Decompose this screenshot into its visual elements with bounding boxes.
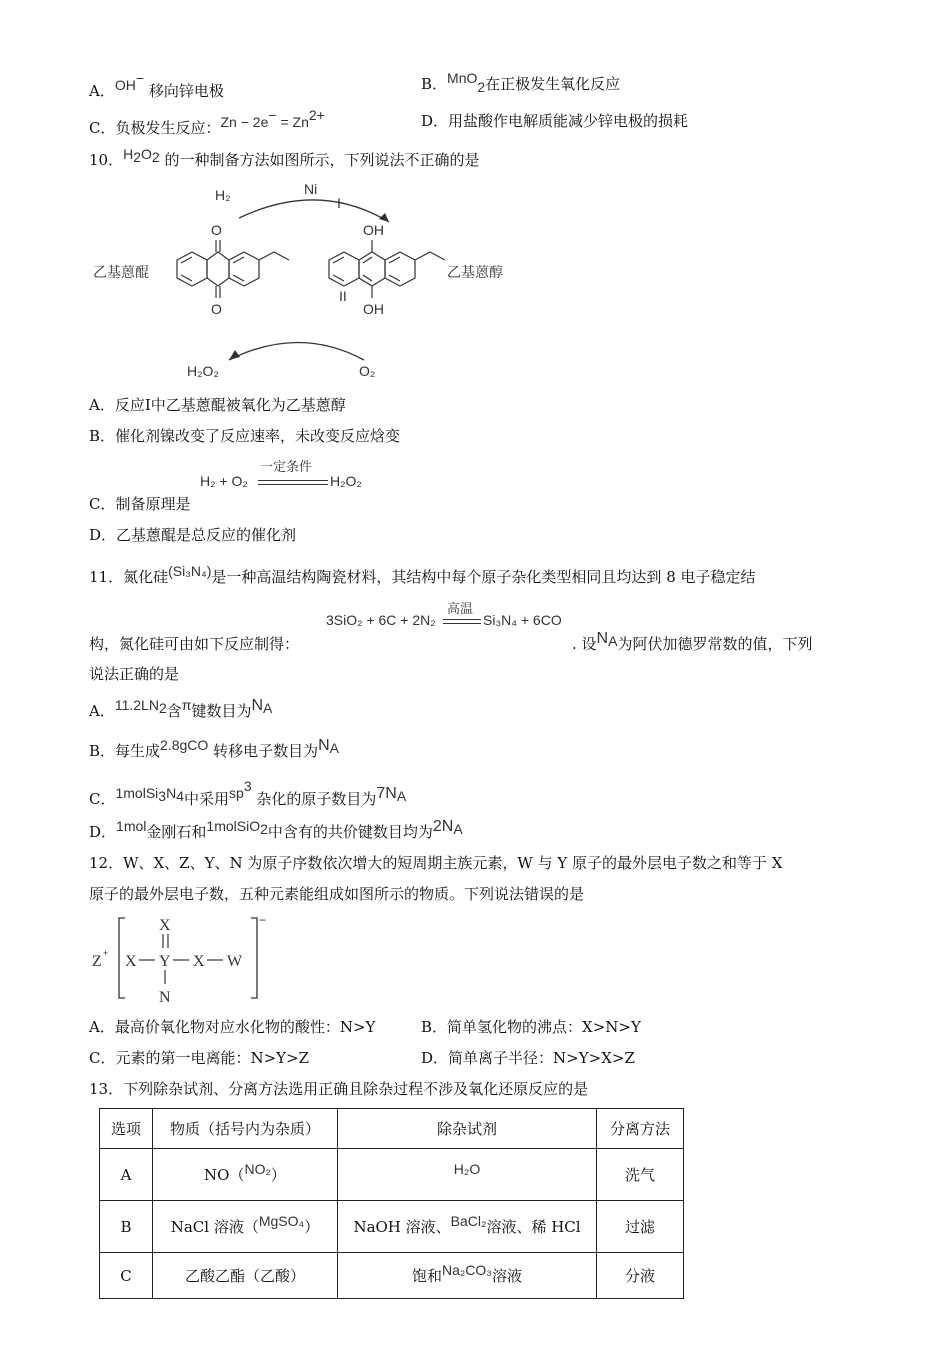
q11-option-b: B．每生成2.8gCO 转移电子数目为NA xyxy=(89,737,339,760)
q12-stem-line1: 12．W、X、Z、Y、N 为原子序数依次增大的短周期主族元素，W 与 Y 原子的最外层电子数之和等于 X xyxy=(89,854,783,872)
q11-equation: 3SiO₂ + 6C + 2N₂ 高温 Si₃N₄ + 6CO xyxy=(326,601,562,628)
q11-option-a: A．11.2LN2含π键数目为NA xyxy=(89,697,273,720)
svg-text:W: W xyxy=(227,953,243,970)
right-bottom-oh: OH xyxy=(363,301,384,317)
ni-label: Ni xyxy=(304,181,318,197)
step-i-label: I xyxy=(337,195,341,211)
row-a-substance: NO（NO₂） xyxy=(153,1149,338,1201)
row-c-substance: 乙酸乙酯（乙酸） xyxy=(153,1253,338,1299)
right-bracket xyxy=(251,918,257,998)
svg-text:Y: Y xyxy=(159,953,171,970)
step-ii-label: II xyxy=(339,288,347,304)
q10-option-b: B．催化剂镍改变了反应速率，未改变反应焓变 xyxy=(89,427,401,445)
q11-stem-line2: 构，氮化硅可由如下反应制得： xyxy=(89,635,300,653)
header-method: 分离方法 xyxy=(597,1109,684,1149)
q10-option-c-equation: H₂ + O₂ 一定条件 H₂O₂ xyxy=(200,459,362,489)
q12-option-c: C．元素的第一电离能：N>Y>Z xyxy=(89,1049,310,1067)
q13-table xyxy=(99,1108,684,1299)
row-c-reagent: 饱和Na₂CO₃溶液 xyxy=(338,1253,597,1299)
h2-label: H₂ xyxy=(215,187,231,203)
table-row xyxy=(100,1149,684,1201)
header-reagent: 除杂试剂 xyxy=(338,1109,597,1149)
q12-option-b: B．简单氢化物的沸点：X>N>Y xyxy=(421,1018,641,1036)
q9-option-d: D．用盐酸作电解质能减少锌电极的损耗 xyxy=(421,112,689,130)
q11-stem-line2-end: . 设NA为阿伏加德罗常数的值，下列 xyxy=(572,630,813,653)
left-anthraquinone-rings xyxy=(177,252,289,286)
row-c-method: 分液 xyxy=(597,1253,684,1299)
q10-stem: 10．H2O2 的一种制备方法如图所示，下列说法不正确的是 xyxy=(89,146,480,169)
svg-text:+: + xyxy=(103,948,109,958)
row-c-option: C xyxy=(100,1253,153,1299)
left-bottom-o: O xyxy=(211,301,222,317)
anthraquinone-cycle-diagram xyxy=(89,180,529,385)
q12-option-d: D．简单离子半径：N>Y>X>Z xyxy=(421,1049,635,1067)
table-row xyxy=(100,1253,684,1299)
q12-option-a: A．最高价氧化物对应水化物的酸性：N>Y xyxy=(89,1018,376,1036)
row-a-reagent: H₂O xyxy=(338,1149,597,1201)
o2-label: O₂ xyxy=(359,363,376,379)
q11-stem-line1: 11．氮化硅(Si₃N₄)是一种高温结构陶瓷材料，其结构中每个原子杂化类型相同且均达到 8 电子稳定结 xyxy=(89,563,756,586)
q9-option-b: B．MnO2在正极发生氧化反应 xyxy=(421,70,621,95)
svg-text:X: X xyxy=(159,917,171,934)
header-substance: 物质（括号内为杂质） xyxy=(153,1109,338,1149)
top-arrowhead xyxy=(379,213,389,222)
row-b-substance: NaCl 溶液（MgSO₄） xyxy=(153,1201,338,1253)
row-b-method: 过滤 xyxy=(597,1201,684,1253)
q9-option-a: A．OH− 移向锌电极 xyxy=(89,70,224,100)
svg-text:Z: Z xyxy=(92,953,102,970)
q13-stem: 13．下列除杂试剂、分离方法选用正确且除杂过程不涉及氧化还原反应的是 xyxy=(89,1080,589,1098)
q10-option-d: D．乙基蒽醌是总反应的催化剂 xyxy=(89,526,297,544)
top-arrow xyxy=(239,200,389,222)
table-header-row xyxy=(100,1109,684,1149)
svg-text:X: X xyxy=(125,953,137,970)
right-molecule-name: 乙基蒽醇 xyxy=(447,264,503,280)
svg-text:N: N xyxy=(159,989,171,1006)
q10-option-c: C．制备原理是 xyxy=(89,495,191,513)
row-a-option: A xyxy=(100,1149,153,1201)
row-b-reagent: NaOH 溶液、BaCl₂溶液、稀 HCl xyxy=(338,1201,597,1253)
row-b-option: B xyxy=(100,1201,153,1253)
q11-option-d: D．1mol金刚石和1molSiO2中含有的共价键数目均为2NA xyxy=(89,818,463,841)
right-top-oh: OH xyxy=(363,222,384,238)
left-top-o: O xyxy=(211,222,222,238)
left-molecule-name: 乙基蒽醌 xyxy=(93,264,149,280)
bottom-arrowhead xyxy=(229,350,240,360)
q12-stem-line2: 原子的最外层电子数，五种元素能组成如图所示的物质。下列说法错误的是 xyxy=(89,885,585,903)
bottom-arrow xyxy=(229,343,364,361)
h2o2-label: H₂O₂ xyxy=(187,363,219,379)
q12-structure-diagram xyxy=(89,908,289,1008)
row-a-method: 洗气 xyxy=(597,1149,684,1201)
header-option: 选项 xyxy=(100,1109,153,1149)
right-anthracenediol-rings xyxy=(329,252,445,286)
svg-text:X: X xyxy=(193,953,205,970)
table-row xyxy=(100,1201,684,1253)
q11-option-c: C．1molSi3N4中采用sp3 杂化的原子数目为7NA xyxy=(89,778,407,808)
q9-option-c: C．负极发生反应：Zn − 2e− = Zn2+ xyxy=(89,107,325,137)
q11-stem-line3: 说法正确的是 xyxy=(89,665,180,683)
q10-option-a: A．反应Ⅰ中乙基蒽醌被氧化为乙基蒽醇 xyxy=(89,396,346,414)
svg-text:−: − xyxy=(259,913,267,927)
